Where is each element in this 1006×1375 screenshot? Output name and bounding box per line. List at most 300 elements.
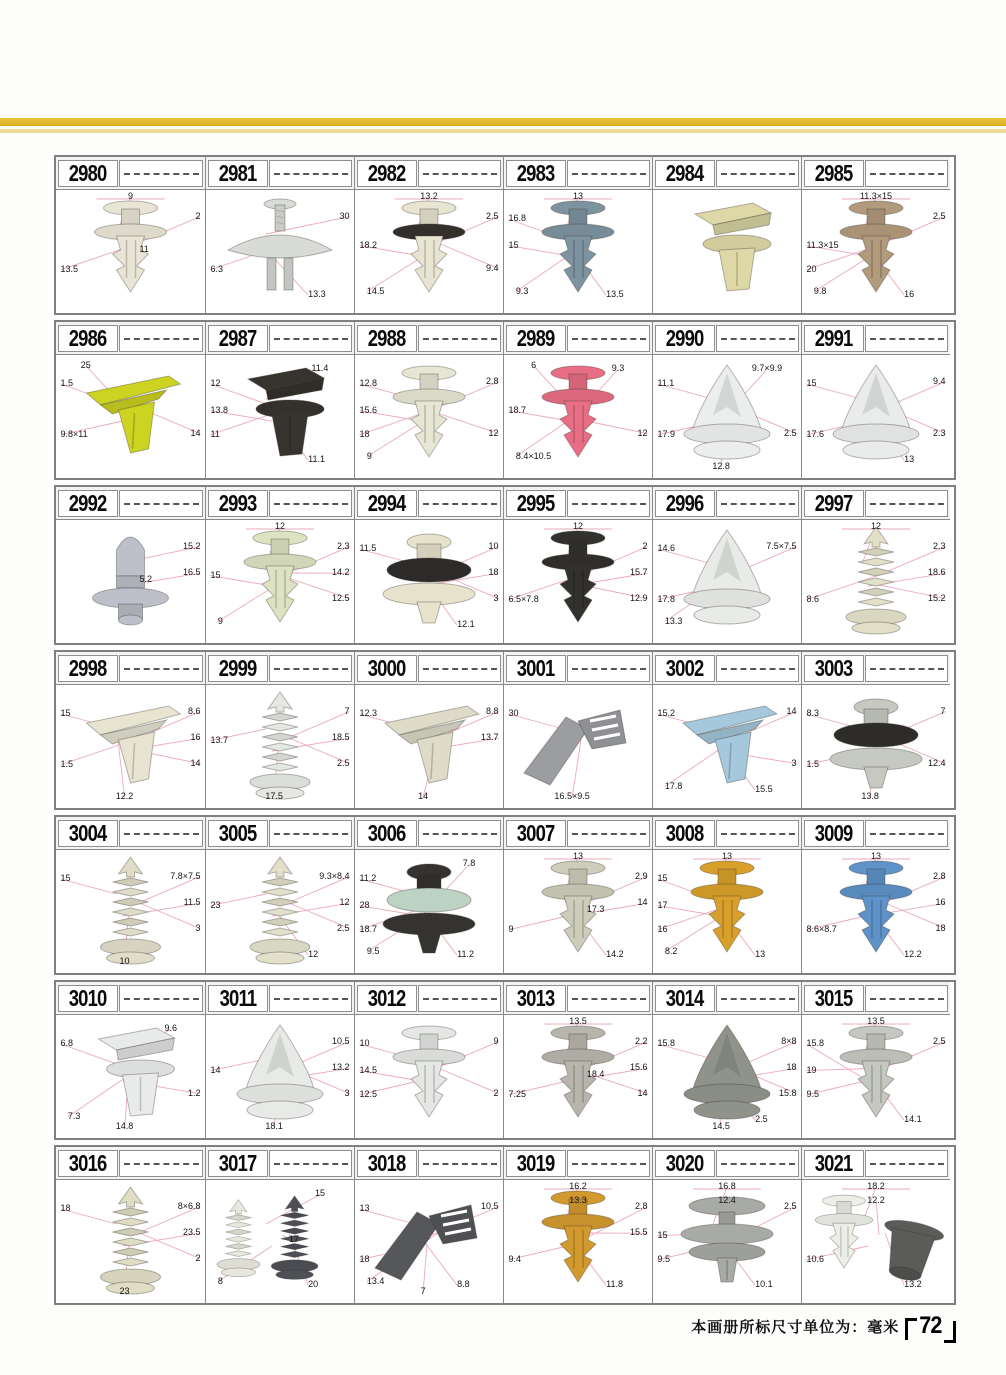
- dimension-label: 2.5: [337, 757, 350, 768]
- part-photo-area: [504, 190, 652, 311]
- dimension-label: 15.8: [779, 1087, 797, 1098]
- dashed-line: [418, 490, 501, 517]
- part-number: 3000: [357, 655, 417, 682]
- dashed-line: [716, 820, 799, 847]
- dimension-label: 8.6×8.7: [806, 923, 837, 934]
- dimension-label: 2: [195, 210, 201, 221]
- cell-header: [355, 652, 503, 685]
- part-photo-area: [504, 1180, 652, 1301]
- dashed-line: [269, 1150, 352, 1177]
- dimension-label: 13.3: [308, 289, 326, 300]
- part-cell-2981: [205, 157, 354, 313]
- dimension-label: 15.8: [657, 1037, 675, 1048]
- cell-header: [504, 157, 652, 190]
- clip-image: [206, 850, 354, 971]
- part-number: 3016: [58, 1150, 118, 1177]
- dimension-label: 12.8: [712, 461, 730, 472]
- part-number: 3014: [655, 985, 715, 1012]
- clip-image: [653, 1015, 801, 1136]
- clip-image: [355, 520, 503, 641]
- dimension-label: 13.5: [867, 1016, 885, 1027]
- dimension-label: 2.3: [337, 540, 350, 551]
- part-photo-area: [504, 520, 652, 641]
- cell-header: [206, 817, 354, 850]
- dimension-label: 9: [217, 615, 223, 626]
- part-photo-area: [355, 355, 503, 476]
- part-photo-area: [56, 1180, 205, 1301]
- part-photo-area: [355, 1180, 503, 1301]
- cell-header: [504, 652, 652, 685]
- part-photo-area: [802, 520, 950, 641]
- dimension-label: 13.7: [481, 732, 499, 743]
- dimension-label: 11: [139, 244, 149, 255]
- dimension-label: 13.5: [606, 289, 624, 300]
- part-photo-area: [355, 190, 503, 311]
- dimension-label: 15: [657, 872, 668, 883]
- dimension-label: 14.5: [359, 1064, 377, 1075]
- dimension-label: 1.2: [188, 1087, 201, 1098]
- dimension-label: 20: [806, 263, 817, 274]
- dimension-label: 12.2: [904, 949, 922, 960]
- part-number: 2983: [506, 160, 566, 187]
- dimension-label: 14: [190, 427, 201, 438]
- part-number: 2992: [58, 490, 118, 517]
- dimension-label: 14.5: [366, 285, 385, 296]
- dimension-label: 12.2: [115, 791, 134, 802]
- part-photo-area: [504, 355, 652, 476]
- dimension-label: 23: [119, 1286, 130, 1297]
- cell-header: [802, 1147, 950, 1180]
- cell-header: [355, 1147, 503, 1180]
- dimension-label: 30: [339, 210, 350, 221]
- dimension-label: 18.4: [586, 1069, 605, 1080]
- cell-header: [56, 487, 205, 520]
- clip-image: [653, 190, 801, 311]
- cell-header: [56, 817, 205, 850]
- dimension-label: 2.5: [933, 1035, 946, 1046]
- dimension-label: 16: [657, 923, 668, 934]
- dimension-label: 9: [366, 450, 372, 461]
- grid-row: [54, 320, 956, 480]
- part-photo-area: [355, 520, 503, 641]
- dimension-label: 3: [791, 757, 797, 768]
- dimension-label: 15.5: [755, 784, 773, 795]
- dimension-label: 8×6.8: [177, 1200, 201, 1211]
- dimension-label: 18: [488, 567, 499, 578]
- clip-image: [56, 520, 205, 641]
- dashed-line: [865, 490, 948, 517]
- clip-image: [206, 190, 354, 311]
- clip-image: [355, 1015, 503, 1136]
- dimension-label: 18: [60, 1202, 71, 1213]
- dimension-label: 13: [904, 454, 915, 465]
- part-number: 2980: [58, 160, 118, 187]
- dimension-label: 13.7: [210, 734, 228, 745]
- dimension-label: 16.5: [183, 567, 201, 578]
- dashed-line: [865, 1150, 948, 1177]
- dashed-line: [418, 820, 501, 847]
- part-number: 2989: [506, 325, 566, 352]
- bracket-close-icon: [944, 1321, 956, 1343]
- dimension-label: 10: [488, 540, 499, 551]
- dimension-label: 9: [127, 191, 134, 202]
- part-photo-area: [653, 1180, 801, 1301]
- dimension-label: 16: [190, 732, 201, 743]
- dimension-label: 6.8: [60, 1037, 73, 1048]
- dimension-label: 9: [493, 1035, 499, 1046]
- dimension-label: 2.5: [337, 922, 350, 933]
- dimension-label: 19: [806, 1064, 817, 1075]
- dimension-label: 17.3: [586, 904, 605, 915]
- dimension-label: 12: [572, 521, 584, 532]
- dashed-line: [716, 655, 799, 682]
- grid-row: [54, 650, 956, 810]
- part-number: 2998: [58, 655, 118, 682]
- cell-header: [206, 652, 354, 685]
- part-number: 3007: [506, 820, 566, 847]
- dimension-label: 15.2: [183, 540, 201, 551]
- dimension-label: 2.5: [486, 210, 499, 221]
- dimension-label: 12.4: [718, 1194, 736, 1205]
- page-footer: [691, 1312, 956, 1340]
- dimension-label: 7: [420, 1286, 426, 1297]
- dimension-label: 13: [721, 851, 733, 862]
- dimension-label: 12: [308, 949, 319, 960]
- dimension-label: 11.1: [308, 454, 325, 465]
- part-photo-area: [802, 850, 950, 971]
- dashed-line: [567, 820, 650, 847]
- part-cell-3015: [801, 982, 950, 1138]
- dashed-line: [865, 985, 948, 1012]
- dimension-label: 11.2: [457, 949, 474, 960]
- cell-header: [56, 322, 205, 355]
- part-photo-area: [355, 1015, 503, 1136]
- dimension-label: 15: [210, 569, 221, 580]
- dimension-label: 2: [642, 540, 648, 551]
- part-photo-area: [355, 685, 503, 806]
- part-photo-area: [653, 685, 801, 806]
- dimension-label: 18: [935, 922, 946, 933]
- part-number: 3020: [655, 1150, 715, 1177]
- cell-header: [653, 652, 801, 685]
- part-number: 2999: [208, 655, 268, 682]
- dashed-line: [418, 325, 501, 352]
- dimension-label: 16.8: [718, 1181, 736, 1192]
- dashed-line: [269, 325, 352, 352]
- dimension-label: 17.8: [664, 780, 683, 791]
- dashed-line: [716, 985, 799, 1012]
- part-number: 3009: [804, 820, 864, 847]
- dimension-label: 18: [786, 1062, 797, 1073]
- dimension-label: 8.3: [806, 707, 819, 718]
- dimension-label: 14: [786, 705, 797, 716]
- dimension-label: 18.7: [359, 923, 377, 934]
- part-cell-2984: [652, 157, 801, 313]
- dimension-label: 2: [195, 1252, 201, 1263]
- part-cell-3009: [801, 817, 950, 973]
- part-number: 2988: [357, 325, 417, 352]
- part-photo-area: [653, 520, 801, 641]
- part-photo-area: [56, 520, 205, 641]
- dimension-label: 3: [195, 922, 201, 933]
- cell-header: [355, 982, 503, 1015]
- clip-image: [802, 685, 950, 806]
- part-cell-3006: [354, 817, 503, 973]
- clip-image: [206, 520, 354, 641]
- dashed-line: [865, 655, 948, 682]
- part-cell-3021: [801, 1147, 950, 1303]
- dashed-line: [119, 985, 203, 1012]
- dimension-label: 13.5: [60, 263, 78, 274]
- clip-image: [355, 685, 503, 806]
- dimension-label: 2: [493, 1087, 499, 1098]
- dimension-label: 23.5: [183, 1227, 201, 1238]
- part-photo-area: [802, 1015, 950, 1136]
- dashed-line: [119, 655, 203, 682]
- dimension-label: 12: [870, 521, 882, 532]
- part-cell-3004: [56, 817, 205, 973]
- dimension-label: 14: [637, 1087, 648, 1098]
- part-photo-area: [653, 1015, 801, 1136]
- part-photo-area: [206, 190, 354, 311]
- part-number: 3008: [655, 820, 715, 847]
- dimension-label: 11.5: [183, 897, 201, 908]
- part-number: 2982: [357, 160, 417, 187]
- dimension-label: 10.5: [332, 1035, 350, 1046]
- clip-image: [504, 850, 652, 971]
- dimension-label: 2.8: [933, 870, 946, 881]
- dimension-label: 12: [488, 427, 499, 438]
- part-cell-3005: [205, 817, 354, 973]
- dimension-label: 13.2: [332, 1062, 350, 1073]
- cell-header: [802, 487, 950, 520]
- clip-image: [206, 1180, 354, 1301]
- dashed-line: [269, 985, 352, 1012]
- part-cell-2982: [354, 157, 503, 313]
- dimension-label: 7: [940, 705, 946, 716]
- part-cell-3019: [503, 1147, 652, 1303]
- dashed-line: [418, 655, 501, 682]
- dimension-label: 7.25: [508, 1088, 526, 1099]
- part-photo-area: [653, 355, 801, 476]
- dashed-line: [269, 490, 352, 517]
- dimension-label: 23: [210, 899, 221, 910]
- dimension-label: 16.5×9.5: [554, 791, 590, 802]
- dimension-label: 9.5: [366, 945, 380, 956]
- dimension-label: 18.2: [867, 1181, 885, 1192]
- dimension-label: 16.2: [569, 1181, 587, 1192]
- clip-image: [206, 1015, 354, 1136]
- dimension-label: 9.4: [508, 1253, 521, 1264]
- dimension-label: 18: [359, 1253, 370, 1264]
- cell-header: [504, 982, 652, 1015]
- dimension-label: 9.3: [515, 285, 529, 296]
- clip-image: [802, 850, 950, 971]
- part-number: 3021: [804, 1150, 864, 1177]
- dimension-label: 11.5: [359, 542, 377, 553]
- grid-row: [54, 980, 956, 1140]
- dimension-label: 2.8: [635, 1200, 648, 1211]
- cell-header: [56, 157, 205, 190]
- part-number: 3001: [506, 655, 566, 682]
- dimension-label: 12: [210, 377, 221, 388]
- cell-header: [355, 487, 503, 520]
- dimension-label: 17.6: [806, 428, 824, 439]
- clip-image: [802, 1015, 950, 1136]
- dashed-line: [269, 160, 352, 187]
- dimension-label: 7.8×7.5: [170, 870, 201, 881]
- part-photo-area: [802, 685, 950, 806]
- dimension-label: 18.5: [332, 732, 350, 743]
- part-number: 2984: [655, 160, 715, 187]
- dimension-label: 13.4: [366, 1275, 385, 1286]
- dashed-line: [119, 1150, 203, 1177]
- dimension-label: 10.1: [755, 1279, 773, 1290]
- part-number: 2995: [506, 490, 566, 517]
- dimension-label: 12.5: [359, 1088, 377, 1099]
- part-number: 2996: [655, 490, 715, 517]
- dimension-label: 1.5: [60, 758, 73, 769]
- dimension-label: 13: [870, 851, 882, 862]
- dimension-label: 9.4: [486, 262, 499, 273]
- clip-image: [504, 1015, 652, 1136]
- dimension-label: 9.8: [813, 285, 827, 296]
- grid-row: [54, 815, 956, 975]
- dashed-line: [865, 325, 948, 352]
- dimension-label: 18.6: [928, 567, 946, 578]
- cell-header: [355, 817, 503, 850]
- dimension-label: 20: [308, 1279, 319, 1290]
- cell-header: [653, 817, 801, 850]
- dimension-label: 9.6: [164, 1023, 177, 1034]
- dimension-label: 14.5: [712, 1121, 730, 1132]
- units-note: 本画册所标尺寸单位为：毫米: [691, 1318, 900, 1336]
- part-photo-area: [504, 850, 652, 971]
- dimension-label: 9.5: [806, 1088, 819, 1099]
- dimension-label: 10: [359, 1037, 370, 1048]
- dashed-line: [418, 1150, 501, 1177]
- dimension-label: 17.8: [657, 593, 675, 604]
- dimension-label: 12.9: [630, 592, 648, 603]
- part-photo-area: [355, 850, 503, 971]
- dimension-label: 8.8: [486, 705, 499, 716]
- dimension-label: 2.9: [635, 870, 648, 881]
- dimension-label: 2.5: [784, 427, 797, 438]
- part-cell-3010: [56, 982, 205, 1138]
- dimension-label: 2.2: [635, 1035, 648, 1046]
- cell-header: [206, 1147, 354, 1180]
- dashed-line: [269, 655, 352, 682]
- dashed-line: [567, 655, 650, 682]
- dashed-line: [716, 160, 799, 187]
- part-photo-area: [653, 190, 801, 311]
- part-photo-area: [206, 520, 354, 641]
- dimension-label: 9.5: [657, 1253, 670, 1264]
- dimension-label: 17.9: [657, 428, 675, 439]
- part-photo-area: [56, 190, 205, 311]
- dimension-label: 18.7: [508, 404, 526, 415]
- dimension-label: 8.6: [188, 705, 201, 716]
- part-photo-area: [206, 1180, 354, 1301]
- dashed-line: [567, 985, 650, 1012]
- dimension-label: 28: [359, 899, 370, 910]
- dimension-label: 13: [359, 1202, 370, 1213]
- dimension-label: 18: [359, 428, 370, 439]
- dimension-label: 2.3: [933, 427, 946, 438]
- grid-row: [54, 155, 956, 315]
- clip-image: [504, 685, 652, 806]
- part-photo-area: [802, 355, 950, 476]
- clip-image: [802, 355, 950, 476]
- part-cell-2987: [205, 322, 354, 478]
- dimension-label: 15.2: [657, 707, 675, 718]
- part-cell-2997: [801, 487, 950, 643]
- dimension-label: 3: [493, 592, 499, 603]
- cell-header: [802, 157, 950, 190]
- dimension-label: 15: [314, 1188, 325, 1199]
- part-cell-3014: [652, 982, 801, 1138]
- dimension-label: 2.8: [486, 375, 499, 386]
- dashed-line: [567, 325, 650, 352]
- dimension-label: 14.1: [904, 1114, 922, 1125]
- part-cell-3017: [205, 1147, 354, 1303]
- dimension-label: 6: [531, 359, 537, 370]
- bracket-open-icon: [905, 1318, 917, 1340]
- dimension-label: 14: [210, 1064, 221, 1075]
- dimension-label: 9: [508, 923, 514, 934]
- dashed-line: [119, 160, 203, 187]
- part-cell-3007: [503, 817, 652, 973]
- part-photo-area: [802, 190, 950, 311]
- dimension-label: 8.6: [806, 593, 819, 604]
- dimension-label: 10: [119, 956, 130, 967]
- part-number: 2993: [208, 490, 268, 517]
- part-cell-2995: [503, 487, 652, 643]
- dimension-label: 6.5×7.8: [508, 593, 539, 604]
- part-cell-2992: [56, 487, 205, 643]
- part-cell-3003: [801, 652, 950, 808]
- part-number: 3002: [655, 655, 715, 682]
- dimension-label: 11.3×15: [859, 191, 893, 202]
- cell-header: [355, 322, 503, 355]
- clip-image: [802, 520, 950, 641]
- cell-header: [206, 322, 354, 355]
- dimension-label: 18.1: [265, 1121, 283, 1132]
- part-number: 2985: [804, 160, 864, 187]
- dimension-label: 8.2: [664, 945, 678, 956]
- clip-image: [206, 685, 354, 806]
- dashed-line: [119, 325, 203, 352]
- clip-image: [206, 355, 354, 476]
- part-cell-3013: [503, 982, 652, 1138]
- dashed-line: [269, 820, 352, 847]
- dimension-label: 13: [572, 191, 584, 202]
- dimension-label: 14.2: [606, 949, 624, 960]
- dimension-label: 15.6: [630, 1062, 648, 1073]
- dimension-label: 14: [190, 757, 201, 768]
- part-number: 3005: [208, 820, 268, 847]
- dimension-label: 14: [418, 791, 429, 802]
- part-cell-2994: [354, 487, 503, 643]
- dimension-label: 12.2: [867, 1194, 885, 1205]
- dimension-label: 10.6: [806, 1253, 824, 1264]
- dimension-label: 11.4: [311, 363, 329, 374]
- cell-header: [206, 157, 354, 190]
- dimension-label: 15.7: [630, 567, 648, 578]
- part-photo-area: [206, 685, 354, 806]
- dimension-label: 5.2: [139, 574, 152, 585]
- part-cell-2998: [56, 652, 205, 808]
